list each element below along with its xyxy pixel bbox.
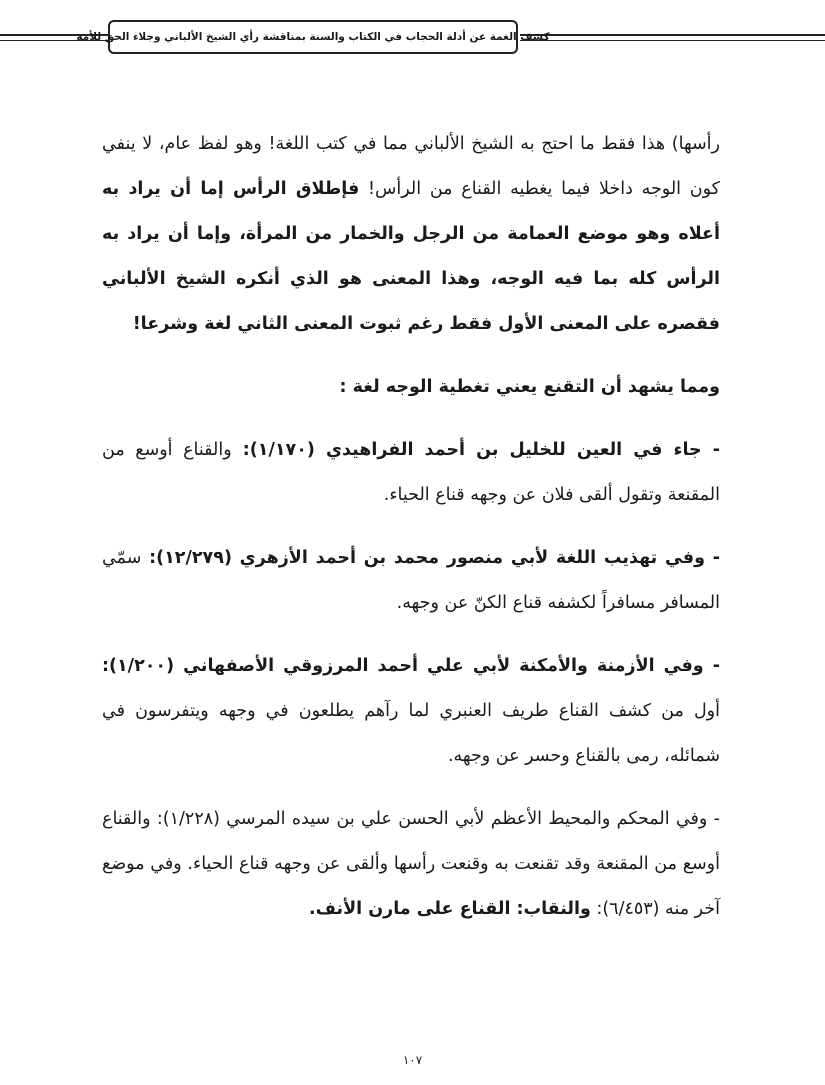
paragraph-5 <box>102 644 720 779</box>
paragraph-3 <box>102 428 720 518</box>
paragraph-5-regular: أول من كشف القناع طريف العنبري لما رآهم يطلعون في وجهه ويتفرسون في شمائله، رمى بالقناع وحسر عن وجهه. <box>102 701 720 766</box>
running-header-title: كشف الغمة عن أدلة الحجاب في الكتاب والسنة بمناقشة رأي الشيخ الألباني وجلاء الحق للأمة <box>76 31 550 43</box>
paragraph-1-regular: رأسها) هذا فقط ما احتج به الشيخ الألباني مما في كتب اللغة! وهو لفظ عام، لا ينفي كون الوجه داخلا فيما يغطيه القناع من الرأس! <box>102 134 720 199</box>
header-rule-right-top <box>520 34 825 36</box>
header-rule-right-bottom <box>520 40 825 41</box>
paragraph-4-regular: سمّي المسافر مسافراً لكشفه قناع الكنّ عن وجهه. <box>102 548 720 613</box>
paragraph-4 <box>102 536 720 626</box>
paragraph-1-bold: فإطلاق الرأس إما أن يراد به أعلاه وهو موضع العمامة من الرجل والخمار من المرأة، وإما أن يراد به الرأس كله بما فيه الوجه، وهذا المعنى هو الذي أنكره الشيخ الألباني فقصره على المعنى الأول فقط رغم ثبوت المعنى الثاني لغة وشرعا! <box>102 179 720 334</box>
page-number: ١٠٧ <box>402 1053 423 1067</box>
running-header <box>76 20 550 54</box>
paragraph-3-bold: - جاء في العين للخليل بن أحمد الفراهيدي (١/١٧٠): <box>231 440 720 460</box>
paragraph-1 <box>102 122 720 347</box>
paragraph-6-second-source: وفي موضع آخر منه (٦/٤٥٣): <box>102 854 720 919</box>
paragraph-4-bold: - وفي تهذيب اللغة لأبي منصور محمد بن أحمد الأزهري (١٢/٢٧٩): <box>141 548 721 568</box>
paragraph-5-bold: - وفي الأزمنة والأمكنة لأبي علي أحمد المرزوقي الأصفهاني (١/٢٠٠): <box>102 656 720 676</box>
paragraph-6-quote: والقناع أوسع من المقنعة وقد تقنعت به وقنعت رأسها وألقى عن وجهه قناع الحياء. <box>102 809 720 874</box>
paragraph-3-regular: والقناع أوسع من المقنعة وتقول ألقى فلان عن وجهه قناع الحياء. <box>102 440 720 505</box>
paragraph-6 <box>102 797 720 932</box>
page-body <box>102 122 720 932</box>
paragraph-6-second-quote: والنقاب: القناع على مارن الأنف. <box>309 899 591 919</box>
paragraph-6-source: - وفي المحكم والمحيط الأعظم لأبي الحسن علي بن سيده المرسي (١/٢٢٨): <box>150 809 720 829</box>
paragraph-2-heading: ومما يشهد أن التقنع يعني تغطية الوجه لغة : <box>339 377 720 397</box>
